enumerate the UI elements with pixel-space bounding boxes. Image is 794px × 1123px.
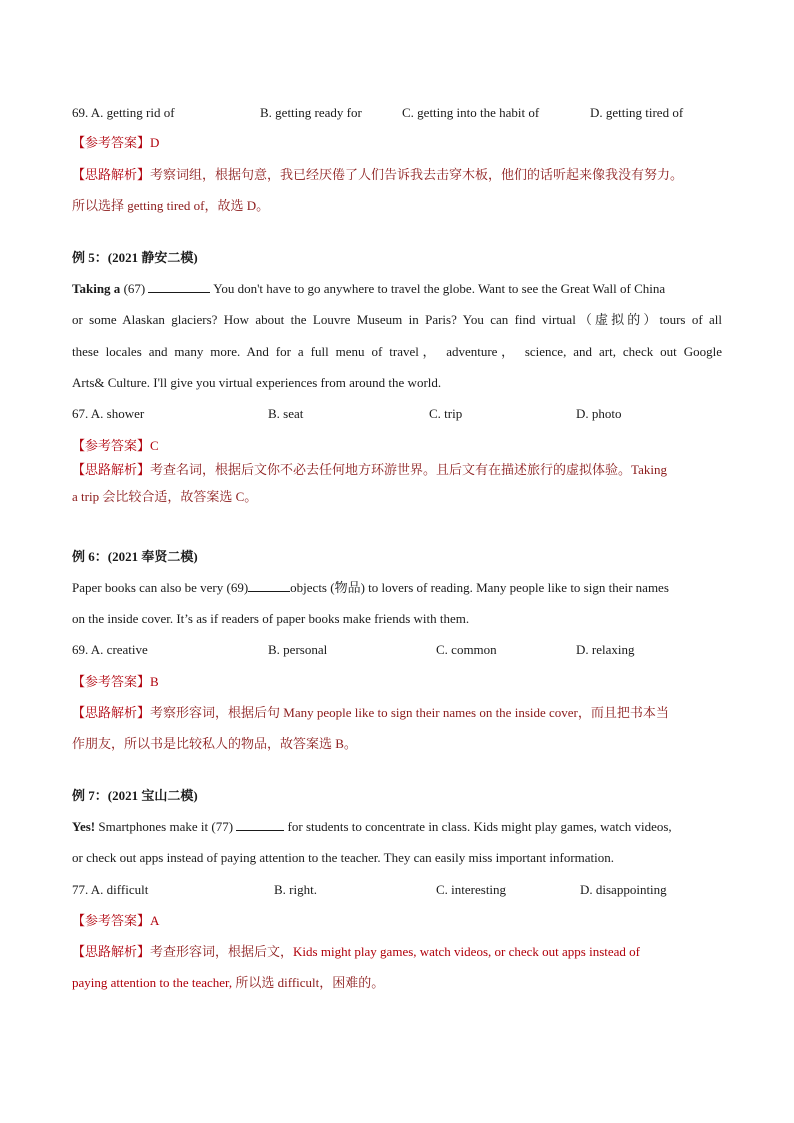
analysis-line (72, 166, 683, 184)
passage-text: for students to concentrate in class. Kids might play games, watch videos, (284, 819, 672, 834)
analysis-text: 考查名词，根据后文你不必去任何地方环游世界。且后文有在描述旅行的虚拟体验。 (150, 462, 632, 477)
answer-value: D (150, 135, 160, 150)
example-heading: 例 7：(2021 宝山二模) (72, 788, 198, 803)
option-d: D. relaxing (576, 642, 635, 657)
example-heading: 例 6：(2021 奉贤二模) (72, 549, 198, 564)
analysis-quote: paying attention to the teacher, (72, 975, 233, 990)
passage-text: Paper books can also be very (69) (72, 580, 249, 595)
passage-line (72, 579, 669, 597)
passage-line: or some Alaskan glaciers? How about the Louvre Museum in Paris? You can find virtual（虚拟的）tours of all (72, 312, 722, 327)
passage-bold-start: Taking a (72, 281, 121, 296)
answer-line (72, 673, 159, 691)
option-a: 67. A. shower (72, 406, 145, 421)
option-c: C. interesting (436, 882, 507, 897)
analysis-text: 考察词组，根据句意，我已经厌倦了人们告诉我去击穿木板，他们的话听起来像我没有努力。 (150, 167, 684, 182)
answer-label: 【参考答案】 (72, 913, 151, 928)
analysis-label: 【思路解析】 (72, 167, 151, 182)
passage-line: Arts& Culture. I'll give you virtual experiences from around the world. (72, 375, 442, 390)
passage-text: objects (物品) to lovers of reading. Many people like to sign their names (290, 580, 669, 595)
analysis-line (72, 943, 640, 961)
answer-label: 【参考答案】 (72, 135, 151, 150)
analysis-label: 【思路解析】 (72, 705, 151, 720)
answer-blank (148, 280, 210, 293)
analysis-quote: Kids might play games, watch videos, or check out apps instead of (293, 944, 640, 959)
analysis-label: 【思路解析】 (72, 462, 151, 477)
passage-text: (67) (120, 281, 149, 296)
passage-line (72, 280, 665, 298)
answer-label: 【参考答案】 (72, 674, 151, 689)
analysis-text: 考察形容词，根据后句 (150, 705, 284, 720)
analysis-quote: Many people like to sign their names on the inside cover (283, 705, 578, 720)
analysis-text-continued: 作朋友，所以书是比较私人的物品，故答案选 B。 (72, 736, 357, 751)
analysis-label: 【思路解析】 (72, 944, 151, 959)
answer-line (72, 912, 159, 930)
answer-value: B (150, 674, 159, 689)
option-b: B. personal (268, 642, 328, 657)
option-a: 77. A. difficult (72, 882, 149, 897)
example-heading: 例 5：(2021 静安二模) (72, 250, 198, 265)
analysis-text: 考查形容词，根据后文， (150, 944, 294, 959)
option-a: 69. A. creative (72, 642, 148, 657)
analysis-line (72, 704, 669, 722)
passage-line: on the inside cover. It’s as if readers of paper books make friends with them. (72, 611, 470, 626)
analysis-line (72, 461, 667, 479)
option-b: B. right. (274, 882, 317, 897)
option-b: B. seat (268, 406, 304, 421)
passage-bold-start: Yes! (72, 819, 96, 834)
answer-blank (248, 579, 290, 592)
option-d: D. getting tired of (590, 105, 684, 120)
option-c: C. getting into the habit of (402, 105, 540, 120)
analysis-text: 所以选 difficult，困难的。 (232, 975, 385, 990)
answer-line (72, 437, 159, 455)
answer-value: C (150, 438, 159, 453)
option-d: D. disappointing (580, 882, 667, 897)
option-a: 69. A. getting rid of (72, 105, 175, 120)
option-c: C. trip (429, 406, 463, 421)
analysis-text: ，而且把书本当 (577, 705, 669, 720)
passage-text: Smartphones make it (77) (95, 819, 237, 834)
passage-line: these locales and many more. And for a full menu of travel， adventure， science, and art, check out Google (72, 344, 723, 359)
answer-line (72, 134, 159, 152)
analysis-text: Taking (631, 462, 667, 477)
answer-value: A (150, 913, 160, 928)
passage-line: or check out apps instead of paying attention to the teacher. They can easily miss important information. (72, 850, 615, 865)
option-c: C. common (436, 642, 497, 657)
passage-text: You don't have to go anywhere to travel the globe. Want to see the Great Wall of China (210, 281, 666, 296)
answer-blank (236, 818, 284, 831)
option-d: D. photo (576, 406, 622, 421)
analysis-text-continued (72, 974, 384, 992)
answer-label: 【参考答案】 (72, 438, 151, 453)
option-b: B. getting ready for (260, 105, 362, 120)
analysis-text-continued: 所以选择 getting tired of，故选 D。 (72, 198, 270, 213)
analysis-text-continued: a trip 会比较合适，故答案选 C。 (72, 489, 258, 504)
passage-line (72, 818, 672, 836)
